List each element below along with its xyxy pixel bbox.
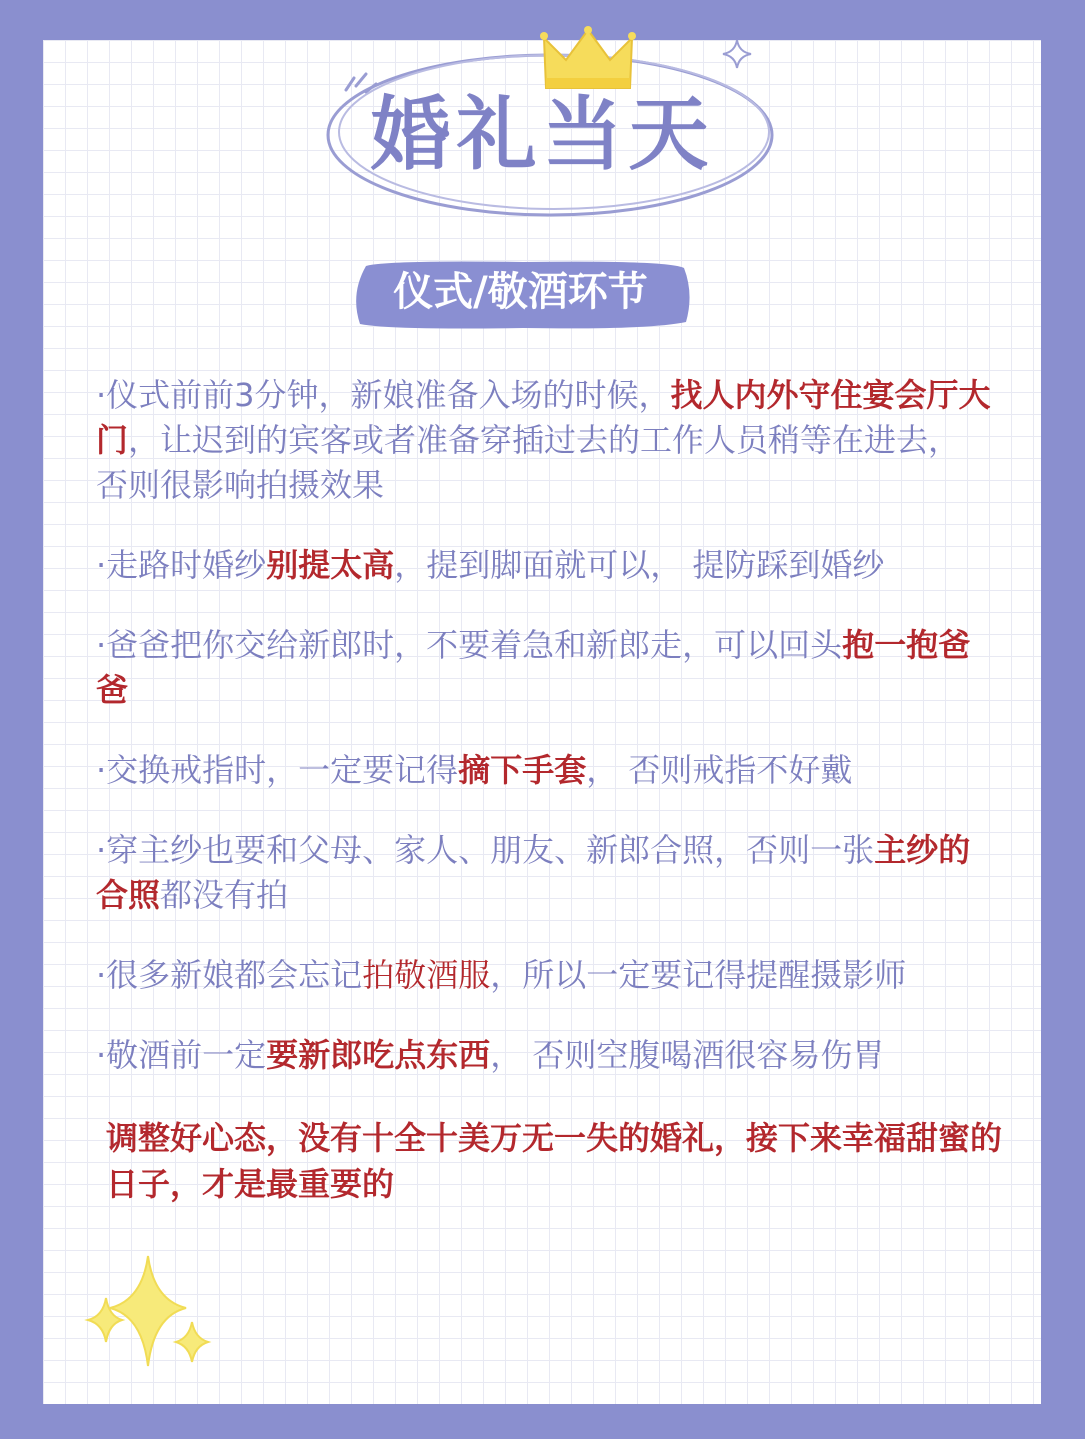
tip-bullet: · <box>96 626 107 664</box>
tip-text: 敬酒前一定 <box>106 1036 267 1074</box>
tip-text: ，提到脚面就可以， 提防踩到婚纱 <box>394 546 885 584</box>
tip-item <box>96 953 996 998</box>
tip-item <box>96 748 996 793</box>
tip-bullet: · <box>96 1036 107 1074</box>
tip-bullet: · <box>96 751 107 789</box>
tip-text: ，让迟到的宾客或者准备穿插过去的工作人员稍等在进去， 否则很影响拍摄效果 <box>96 421 961 504</box>
tip-text: ， 否则空腹喝酒很容易伤胃 <box>490 1036 885 1074</box>
tip-item <box>96 543 996 588</box>
tip-bullet: · <box>96 831 107 869</box>
sparkle-icon <box>721 38 753 70</box>
tip-highlight: 找人内外守住宴会厅大门 <box>96 376 991 459</box>
section-subtitle: 仪式/敬酒环节 <box>393 269 648 315</box>
tip-highlight: 抱一抱爸爸 <box>96 626 971 709</box>
tip-text: 穿主纱也要和父母、家人、朋友、新郎合照，否则一张 <box>106 831 875 869</box>
tip-text: 都没有拍 <box>160 876 289 914</box>
tip-text: 爸爸把你交给新郎时，不要着急和新郎走，可以回头 <box>106 626 843 664</box>
tip-bullet: · <box>96 956 107 994</box>
tip-text: ，所以一定要记得提醒摄影师 <box>490 956 907 994</box>
stars-icon <box>82 1248 212 1378</box>
tip-highlight: 摘下手套 <box>458 751 587 789</box>
tips-list <box>96 373 996 1113</box>
tip-highlight: 要新郎吃点东西 <box>266 1036 491 1074</box>
tip-bullet: · <box>96 376 107 414</box>
tip-highlight: 主纱的合照 <box>96 831 971 914</box>
tip-highlight: 拍敬酒服 <box>362 956 491 994</box>
tip-bullet: · <box>96 546 107 584</box>
tip-item <box>96 373 996 508</box>
tip-text: 走路时婚纱 <box>106 546 267 584</box>
tip-text: ， 否则戒指不好戴 <box>586 751 853 789</box>
closing-message: 调整好心态，没有十全十美万无一失的婚礼，接下来幸福甜蜜的日子，才是最重要的 <box>106 1119 1003 1203</box>
tip-highlight: 别提太高 <box>266 546 395 584</box>
tip-text: 很多新娘都会忘记 <box>106 956 363 994</box>
tip-text: 交换戒指时，一定要记得 <box>106 751 459 789</box>
tip-item <box>96 623 996 713</box>
tip-item <box>96 1033 996 1078</box>
tip-item <box>96 828 996 918</box>
tip-text: 仪式前前3分钟，新娘准备入场的时候， <box>106 376 671 414</box>
page-title: 婚礼当天 <box>370 88 715 181</box>
